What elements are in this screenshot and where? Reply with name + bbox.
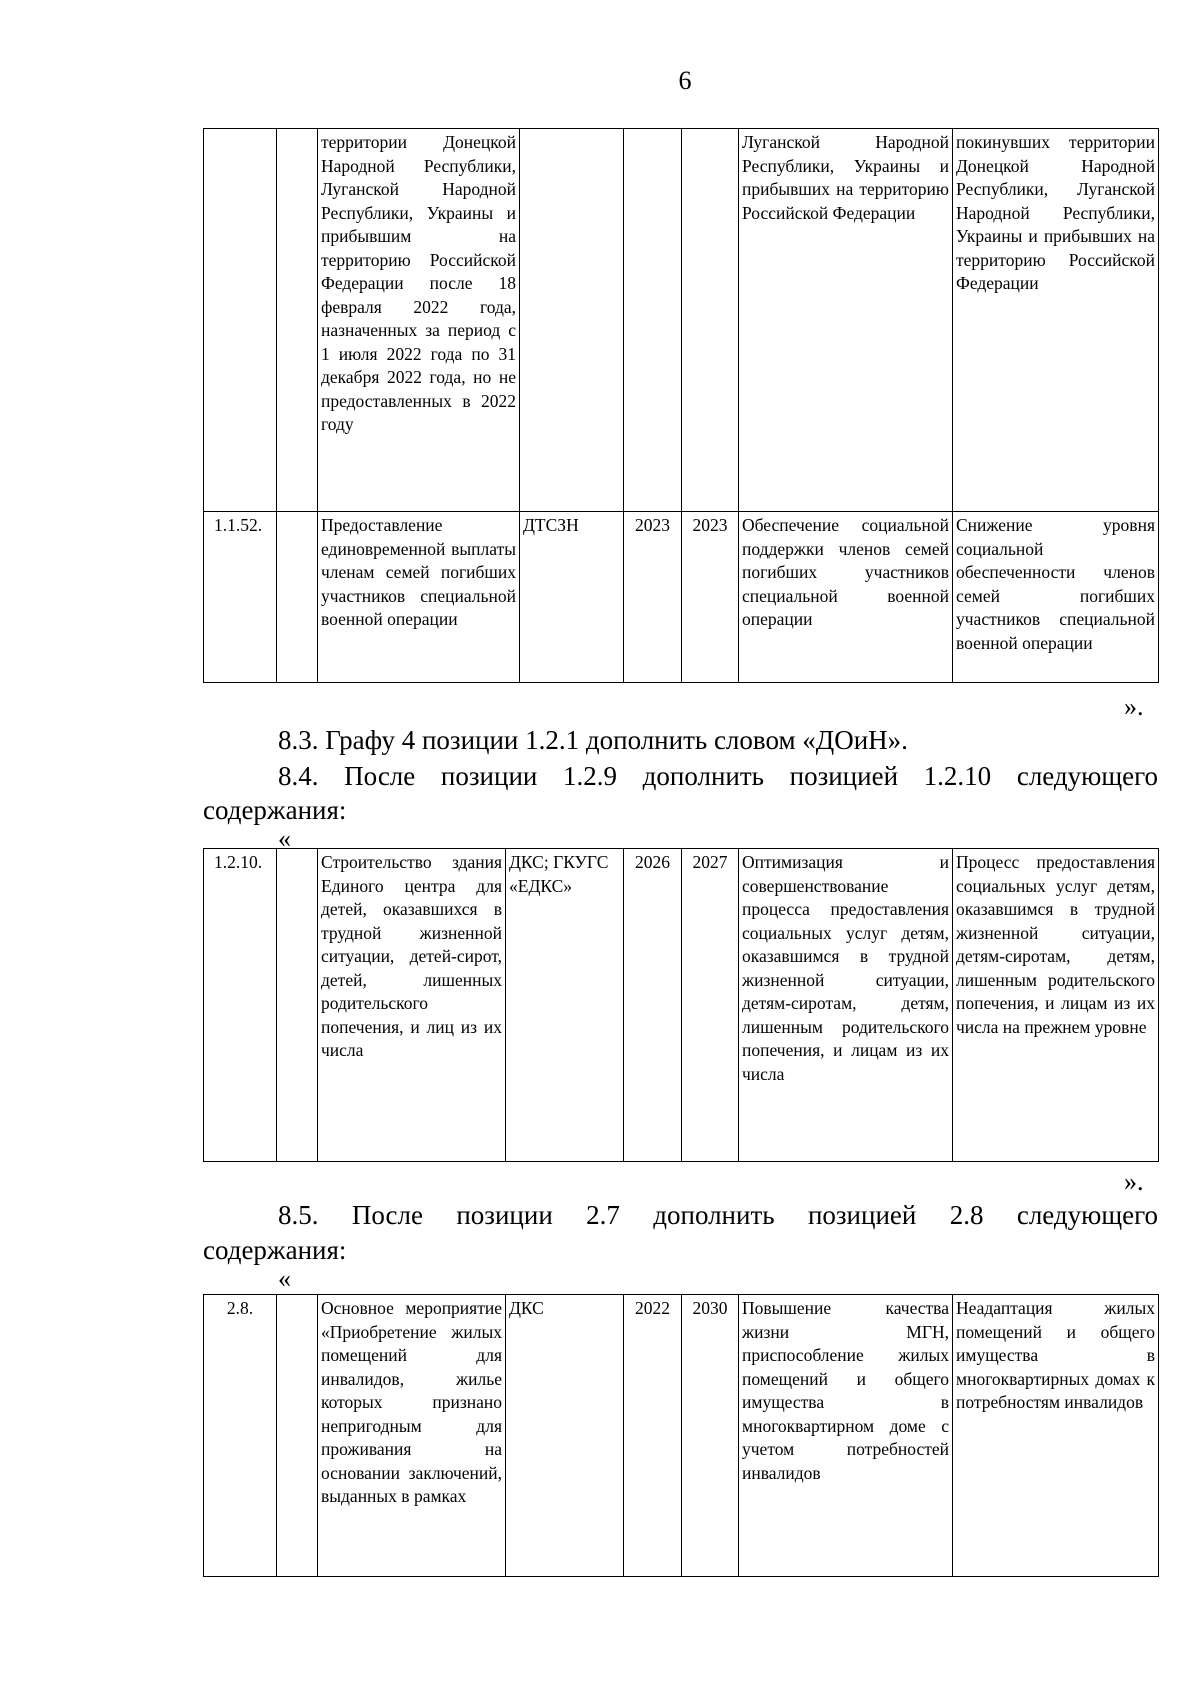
- cell-end: [682, 129, 739, 512]
- page-number: 6: [678, 66, 692, 95]
- cell-start: 2023: [624, 512, 682, 683]
- table-row: [204, 512, 1159, 683]
- cell-consequence: Снижение уровня социальной обеспеченности членов семей погибших участников специальной военной операции: [953, 512, 1159, 683]
- cell-name: Основное мероприятие «Приобретение жилых помещений для инвалидов, жилье которых признано непригодным для проживания на основании заключений, выданных в рамках: [318, 1295, 506, 1577]
- cell-consequence: покинувших территории Донецкой Народной Республики, Луганской Народной Республики, Украины и прибывших на территорию Российской Федерации: [953, 129, 1159, 512]
- table-position-2-8: [203, 1294, 1159, 1577]
- cell-end: 2023: [682, 512, 739, 683]
- paragraph-8-5: 8.5. После позиции 2.7 дополнить позицией 2.8 следующего: [278, 1200, 1158, 1230]
- cell-executor: ДТСЗН: [520, 512, 624, 683]
- cell-col2: [277, 1295, 318, 1577]
- cell-name: Предоставление единовременной выплаты членам семей погибших участников специальной военной операции: [318, 512, 520, 683]
- cell-consequence: Неадаптация жилых помещений и общего имущества в многоквартирных домах к потребностям инвалидов: [953, 1295, 1159, 1577]
- table-row: [204, 1295, 1159, 1577]
- table-row: [204, 129, 1159, 512]
- cell-num: 2.8.: [204, 1295, 277, 1577]
- cell-result: Обеспечение социальной поддержки членов семей погибших участников специальной военной операции: [739, 512, 953, 683]
- cell-end: 2030: [682, 1295, 739, 1577]
- cell-end: 2027: [682, 849, 739, 1162]
- opening-quote: «: [278, 1264, 291, 1293]
- cell-result: Оптимизация и совершенствование процесса предоставления социальных услуг детям, оказавшимся в трудной жизненной ситуации, детям-сиротам, детям, лишенным родительского попечения, и лицам из их числа: [739, 849, 953, 1162]
- table-continuation: [203, 128, 1159, 683]
- cell-start: [624, 129, 682, 512]
- table-position-1-2-10: [203, 848, 1159, 1162]
- cell-result: Повышение качества жизни МГН, приспособление жилых помещений и общего имущества в многоквартирном доме с учетом потребностей инвалидов: [739, 1295, 953, 1577]
- cell-executor: ДКС: [506, 1295, 624, 1577]
- cell-num: 1.1.52.: [204, 512, 277, 683]
- paragraph-8-4: 8.4. После позиции 1.2.9 дополнить позицией 1.2.10 следующего: [278, 761, 1158, 791]
- closing-quote: ».: [1124, 1167, 1144, 1196]
- closing-quote: ».: [1124, 692, 1144, 721]
- cell-result: Луганской Народной Республики, Украины и прибывших на территорию Российской Федерации: [739, 129, 953, 512]
- cell-num: [204, 129, 277, 512]
- paragraph-8-4-continuation: содержания:: [203, 795, 347, 825]
- cell-consequence: Процесс предоставления социальных услуг детям, оказавшимся в трудной жизненной ситуации, детям-сиротам, детям, лишенным родительского попечения, и лицам из их числа на прежнем уровне: [953, 849, 1159, 1162]
- cell-col2: [277, 849, 318, 1162]
- cell-name: Строительство здания Единого центра для детей, оказавшихся в трудной жизненной ситуации, детей-сирот, детей, лишенных родительского попечения, и лиц из их числа: [318, 849, 506, 1162]
- cell-executor: [520, 129, 624, 512]
- cell-col2: [277, 512, 318, 683]
- paragraph-8-3: 8.3. Графу 4 позиции 1.2.1 дополнить словом «ДОиН».: [278, 725, 908, 755]
- table-row: [204, 849, 1159, 1162]
- cell-col2: [277, 129, 318, 512]
- cell-start: 2026: [624, 849, 682, 1162]
- paragraph-8-5-continuation: содержания:: [203, 1235, 347, 1265]
- cell-num: 1.2.10.: [204, 849, 277, 1162]
- opening-quote: «: [278, 824, 291, 853]
- cell-executor: ДКС; ГКУГС «ЕДКС»: [506, 849, 624, 1162]
- cell-name: территории Донецкой Народной Республики, Луганской Народной Республики, Украины и прибывшим на территорию Российской Федерации после 18 февраля 2022 года, назначенных за период с 1 июля 2022 года по 31 декабря 2022 года, но не предоставленных в 2022 году: [318, 129, 520, 512]
- cell-start: 2022: [624, 1295, 682, 1577]
